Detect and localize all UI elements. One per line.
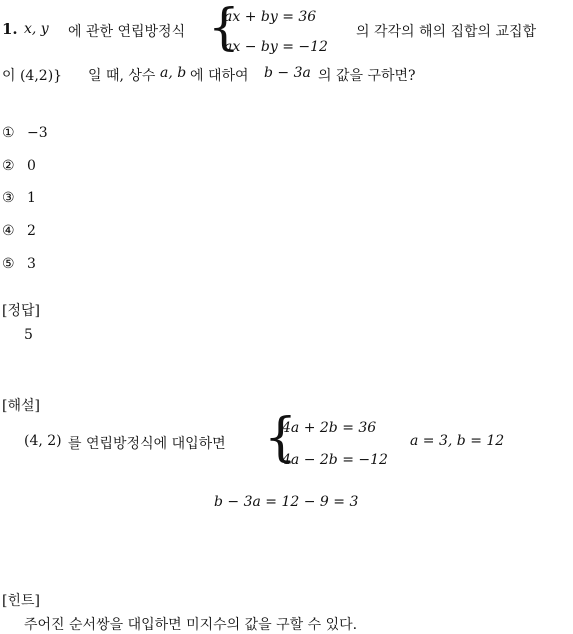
explanation-equation-1: 4a + 2b = 36 (282, 420, 377, 436)
choice-2[interactable] (2, 158, 36, 174)
question-equation-2: ax − by = −12 (224, 39, 328, 55)
choice-marker: ③ (2, 190, 15, 206)
question-text-6: 의 값을 구하면? (318, 68, 416, 84)
choice-5[interactable] (2, 256, 36, 272)
choice-marker: ⑤ (2, 256, 15, 272)
choice-value: 2 (27, 223, 36, 239)
question-text-1: 에 관한 연립방정식 (68, 24, 186, 40)
explanation-intro: 를 연립방정식에 대입하면 (68, 436, 226, 452)
question-number: 1. (2, 20, 18, 38)
question-equation-1: ax + by = 36 (224, 9, 317, 25)
choice-value: −3 (27, 125, 48, 141)
explanation-label: [해설] (2, 398, 40, 414)
hint-label: [힌트] (2, 593, 40, 609)
explanation-final: b − 3a = 12 − 9 = 3 (214, 494, 359, 510)
choice-marker: ④ (2, 223, 15, 239)
choice-value: 3 (27, 256, 36, 272)
answer-value: 5 (24, 327, 33, 343)
explanation-equation-2: 4a − 2b = −12 (282, 452, 388, 468)
explanation-result: a = 3, b = 12 (410, 433, 505, 449)
question-text-5: 에 대하여 (190, 68, 249, 84)
question-text-4: 일 때, 상수 (88, 68, 156, 84)
answer-label: [정답] (2, 303, 40, 319)
choice-3[interactable] (2, 190, 36, 206)
choice-4[interactable] (2, 223, 36, 239)
question-constants: a, b (160, 65, 187, 81)
choice-marker: ① (2, 125, 15, 141)
question-text-2: 의 각각의 해의 집합의 교집합 (356, 24, 537, 40)
left-brace-icon: { (208, 0, 240, 56)
choice-value: 1 (27, 190, 36, 206)
choice-1[interactable] (2, 125, 48, 141)
left-brace-icon: { (264, 408, 298, 468)
choice-value: 0 (27, 158, 36, 174)
question-variables: x, y (24, 21, 49, 37)
question-expression: b − 3a (264, 65, 311, 81)
hint-text: 주어진 순서쌍을 대입하면 미지수의 값을 구할 수 있다. (24, 617, 358, 633)
choice-marker: ② (2, 158, 15, 174)
explanation-point: (4, 2) (24, 433, 62, 449)
question-text-3: 이 (4,2)} (2, 68, 63, 84)
